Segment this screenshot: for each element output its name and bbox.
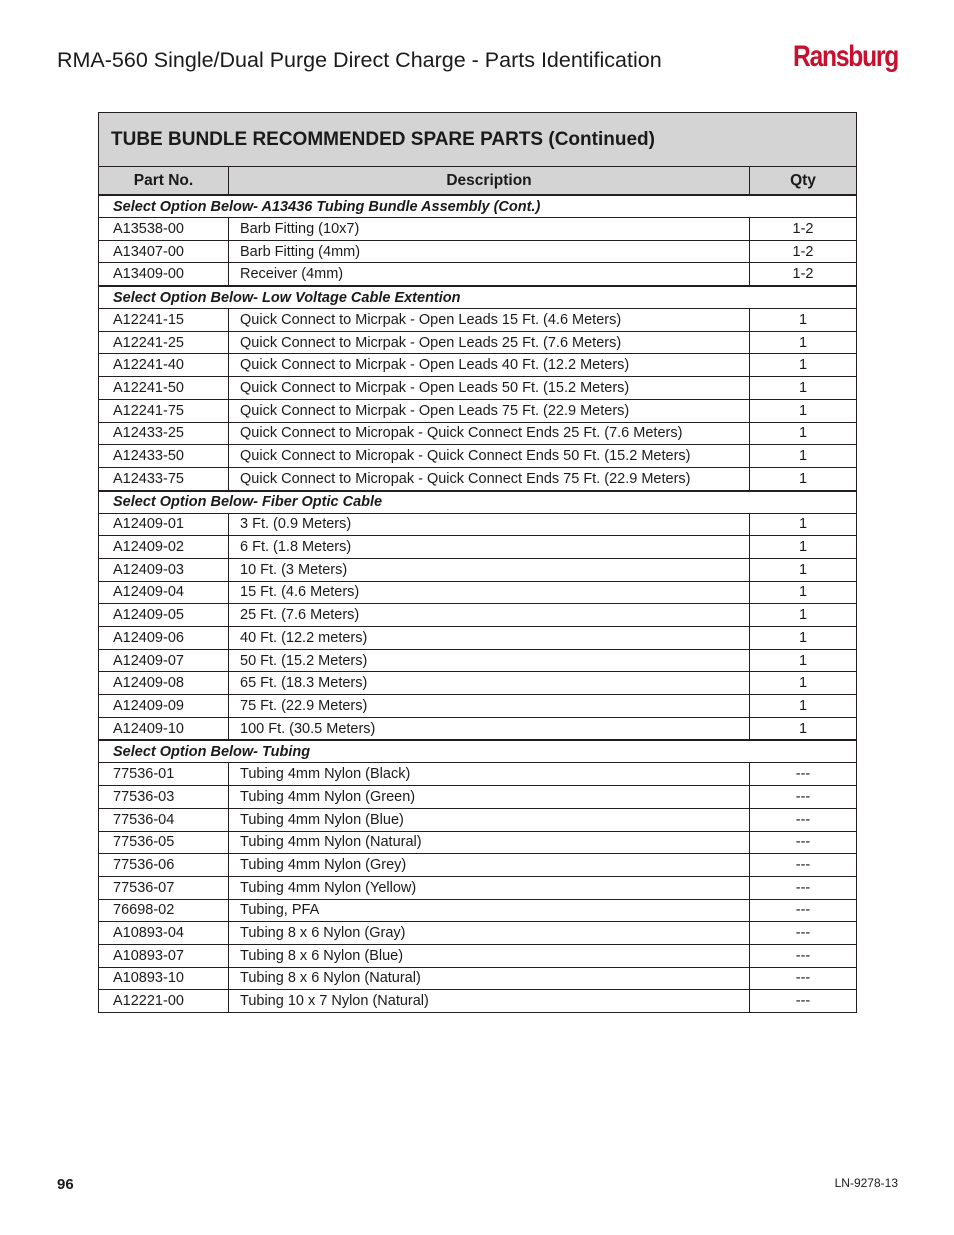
qty-cell: --- [750, 922, 857, 945]
qty-cell: 1 [750, 649, 857, 672]
table-row [99, 831, 857, 854]
part-number-cell: A12241-50 [99, 377, 229, 400]
table-row [99, 695, 857, 718]
description-cell: Tubing 4mm Nylon (Yellow) [229, 876, 750, 899]
description-cell: Tubing, PFA [229, 899, 750, 922]
description-cell: Tubing 4mm Nylon (Black) [229, 763, 750, 786]
section-title: Select Option Below- Tubing [99, 740, 857, 763]
part-number-cell: A12409-06 [99, 627, 229, 650]
part-number-cell: A12409-03 [99, 558, 229, 581]
table-row [99, 672, 857, 695]
part-number-cell: 77536-01 [99, 763, 229, 786]
qty-cell: --- [750, 786, 857, 809]
part-number-cell: A10893-07 [99, 944, 229, 967]
qty-cell: --- [750, 854, 857, 877]
section-title: Select Option Below- Fiber Optic Cable [99, 491, 857, 514]
description-cell: 65 Ft. (18.3 Meters) [229, 672, 750, 695]
table-row [99, 786, 857, 809]
table-row [99, 263, 857, 286]
ransburg-logo: Ransburg [793, 40, 898, 73]
description-cell: Tubing 8 x 6 Nylon (Natural) [229, 967, 750, 990]
description-cell: 50 Ft. (15.2 Meters) [229, 649, 750, 672]
qty-cell: 1 [750, 695, 857, 718]
qty-cell: 1 [750, 399, 857, 422]
table-row [99, 218, 857, 241]
table-row [99, 854, 857, 877]
part-number-cell: A12241-15 [99, 309, 229, 332]
table-caption: TUBE BUNDLE RECOMMENDED SPARE PARTS (Continued) [99, 113, 857, 167]
description-cell: Receiver (4mm) [229, 263, 750, 286]
table-row [99, 467, 857, 490]
table-row [99, 536, 857, 559]
description-cell: 40 Ft. (12.2 meters) [229, 627, 750, 650]
description-cell: Quick Connect to Micropak - Quick Connect Ends 50 Ft. (15.2 Meters) [229, 445, 750, 468]
part-number-cell: A12409-05 [99, 604, 229, 627]
table-row [99, 377, 857, 400]
table-row [99, 581, 857, 604]
part-number-cell: A12433-50 [99, 445, 229, 468]
table-row [99, 331, 857, 354]
part-number-cell: A13409-00 [99, 263, 229, 286]
qty-cell: 1 [750, 377, 857, 400]
qty-cell: 1 [750, 467, 857, 490]
part-number-cell: 77536-07 [99, 876, 229, 899]
part-number-cell: A10893-04 [99, 922, 229, 945]
table-row [99, 354, 857, 377]
qty-cell: --- [750, 808, 857, 831]
qty-cell: 1 [750, 354, 857, 377]
table-row [99, 649, 857, 672]
table-body [99, 195, 857, 1013]
part-number-cell: A12433-75 [99, 467, 229, 490]
section-header-row [99, 286, 857, 309]
table-row [99, 899, 857, 922]
qty-cell: --- [750, 967, 857, 990]
description-cell: Tubing 4mm Nylon (Natural) [229, 831, 750, 854]
part-number-cell: 77536-05 [99, 831, 229, 854]
description-cell: Quick Connect to Micrpak - Open Leads 40 Ft. (12.2 Meters) [229, 354, 750, 377]
description-cell: Barb Fitting (10x7) [229, 218, 750, 241]
qty-cell: 1 [750, 513, 857, 536]
qty-cell: 1 [750, 536, 857, 559]
description-cell: Tubing 4mm Nylon (Blue) [229, 808, 750, 831]
part-number-cell: A12409-01 [99, 513, 229, 536]
qty-cell: 1-2 [750, 218, 857, 241]
description-cell: Tubing 4mm Nylon (Green) [229, 786, 750, 809]
table-row [99, 399, 857, 422]
description-cell: Quick Connect to Micropak - Quick Connect Ends 75 Ft. (22.9 Meters) [229, 467, 750, 490]
description-cell: 100 Ft. (30.5 Meters) [229, 717, 750, 740]
table-row [99, 967, 857, 990]
table-row [99, 422, 857, 445]
description-cell: 10 Ft. (3 Meters) [229, 558, 750, 581]
part-number-cell: A12241-25 [99, 331, 229, 354]
table-row [99, 445, 857, 468]
spare-parts-table [98, 112, 857, 1013]
part-number-cell: 76698-02 [99, 899, 229, 922]
section-header-row [99, 491, 857, 514]
qty-cell: --- [750, 899, 857, 922]
description-cell: Quick Connect to Micrpak - Open Leads 15 Ft. (4.6 Meters) [229, 309, 750, 332]
page-number: 96 [57, 1176, 74, 1193]
table-row [99, 627, 857, 650]
description-cell: 25 Ft. (7.6 Meters) [229, 604, 750, 627]
description-cell: 6 Ft. (1.8 Meters) [229, 536, 750, 559]
table-row [99, 763, 857, 786]
table-row [99, 876, 857, 899]
section-title: Select Option Below- A13436 Tubing Bundle Assembly (Cont.) [99, 195, 857, 218]
qty-cell: --- [750, 763, 857, 786]
part-number-cell: A12433-25 [99, 422, 229, 445]
qty-cell: 1 [750, 331, 857, 354]
part-number-cell: A12241-40 [99, 354, 229, 377]
table-row [99, 309, 857, 332]
description-cell: 15 Ft. (4.6 Meters) [229, 581, 750, 604]
column-header-part-no: Part No. [99, 167, 229, 196]
description-cell: Tubing 4mm Nylon (Grey) [229, 854, 750, 877]
qty-cell: 1 [750, 717, 857, 740]
qty-cell: 1-2 [750, 240, 857, 263]
qty-cell: 1-2 [750, 263, 857, 286]
qty-cell: 1 [750, 604, 857, 627]
part-number-cell: 77536-03 [99, 786, 229, 809]
qty-cell: 1 [750, 581, 857, 604]
qty-cell: 1 [750, 627, 857, 650]
description-cell: Quick Connect to Micropak - Quick Connect Ends 25 Ft. (7.6 Meters) [229, 422, 750, 445]
part-number-cell: A12409-02 [99, 536, 229, 559]
qty-cell: --- [750, 990, 857, 1013]
column-header-description: Description [229, 167, 750, 196]
column-header-qty: Qty [750, 167, 857, 196]
part-number-cell: A12241-75 [99, 399, 229, 422]
description-cell: Tubing 10 x 7 Nylon (Natural) [229, 990, 750, 1013]
description-cell: 3 Ft. (0.9 Meters) [229, 513, 750, 536]
part-number-cell: 77536-04 [99, 808, 229, 831]
qty-cell: --- [750, 944, 857, 967]
table-row [99, 240, 857, 263]
part-number-cell: 77536-06 [99, 854, 229, 877]
part-number-cell: A12409-08 [99, 672, 229, 695]
description-cell: Tubing 8 x 6 Nylon (Gray) [229, 922, 750, 945]
table-row [99, 717, 857, 740]
section-header-row [99, 195, 857, 218]
part-number-cell: A10893-10 [99, 967, 229, 990]
part-number-cell: A13538-00 [99, 218, 229, 241]
table-row [99, 604, 857, 627]
qty-cell: 1 [750, 422, 857, 445]
description-cell: Barb Fitting (4mm) [229, 240, 750, 263]
part-number-cell: A13407-00 [99, 240, 229, 263]
section-title: Select Option Below- Low Voltage Cable Extention [99, 286, 857, 309]
table-row [99, 808, 857, 831]
table-row [99, 558, 857, 581]
description-cell: Tubing 8 x 6 Nylon (Blue) [229, 944, 750, 967]
part-number-cell: A12409-09 [99, 695, 229, 718]
qty-cell: --- [750, 876, 857, 899]
page-title: RMA-560 Single/Dual Purge Direct Charge - Parts Identification [57, 48, 662, 72]
description-cell: Quick Connect to Micrpak - Open Leads 25 Ft. (7.6 Meters) [229, 331, 750, 354]
description-cell: Quick Connect to Micrpak - Open Leads 50 Ft. (15.2 Meters) [229, 377, 750, 400]
qty-cell: 1 [750, 558, 857, 581]
table-row [99, 944, 857, 967]
qty-cell: 1 [750, 445, 857, 468]
section-header-row [99, 740, 857, 763]
description-cell: 75 Ft. (22.9 Meters) [229, 695, 750, 718]
document-id: LN-9278-13 [834, 1176, 898, 1190]
description-cell: Quick Connect to Micrpak - Open Leads 75 Ft. (22.9 Meters) [229, 399, 750, 422]
qty-cell: 1 [750, 309, 857, 332]
qty-cell: 1 [750, 672, 857, 695]
part-number-cell: A12221-00 [99, 990, 229, 1013]
table-row [99, 513, 857, 536]
part-number-cell: A12409-04 [99, 581, 229, 604]
table-row [99, 990, 857, 1013]
part-number-cell: A12409-07 [99, 649, 229, 672]
table-row [99, 922, 857, 945]
qty-cell: --- [750, 831, 857, 854]
part-number-cell: A12409-10 [99, 717, 229, 740]
